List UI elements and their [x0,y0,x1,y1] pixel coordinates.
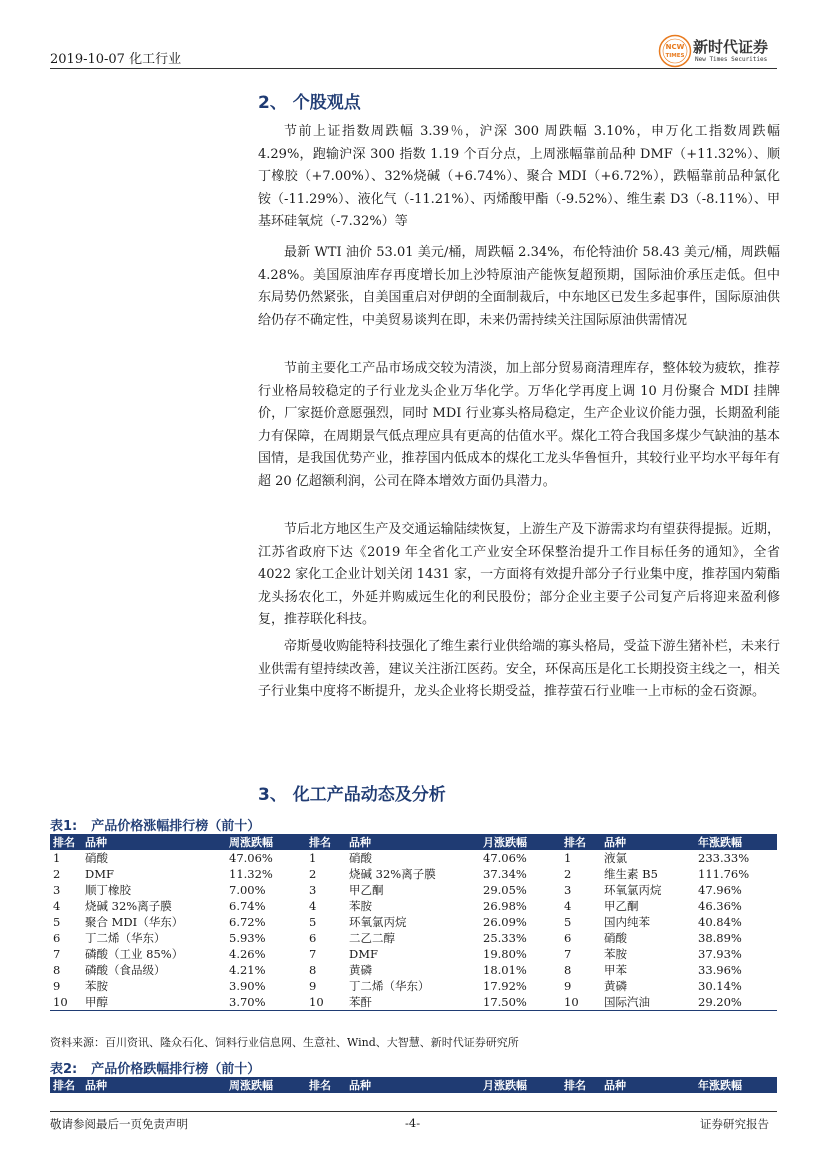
table-header-cell: 周涨跌幅 [226,834,306,850]
section-3-title: 3、 化工产品动态及分析 [258,785,446,805]
table-row [50,962,777,978]
header-divider [50,68,777,69]
table-cell: 7.00% [229,883,266,897]
table-header-cell: 品种 [601,1077,695,1093]
table-cell: 二乙二醇 [349,931,395,945]
table-header-cell: 品种 [82,834,226,850]
table-cell: 4 [53,899,61,913]
table-header-cell: 年涨跌幅 [695,1077,777,1093]
table-cell: 黄磷 [604,979,627,993]
table-cell: 4 [564,899,572,913]
table-row [50,946,777,962]
table-header-cell: 排名 [50,834,82,850]
table-cell: 6.74% [229,899,266,913]
price-rise-ranking-table [50,834,777,1011]
table-row [50,882,777,898]
footer-page-number: -4- [405,1116,421,1130]
footer-report-type: 证券研究报告 [700,1117,769,1131]
table-cell: 5.93% [229,931,266,945]
table-cell: 40.84% [698,915,742,929]
table-cell: 37.34% [483,867,527,881]
table-cell: 7 [564,947,572,961]
table-cell: 国际汽油 [601,994,695,1011]
table-1-source-note: 资料来源：百川资讯、隆众石化、饲料行业信息网、生意社、Wind、大智慧、新时代证券研究所 [50,1036,519,1049]
table-header-cell: 品种 [346,1077,480,1093]
table-cell: 9 [53,979,61,993]
table-cell: 4 [309,899,317,913]
table-cell: 3 [564,883,572,897]
table-1-title: 产品价格涨幅排行榜（前十） [91,819,261,834]
table-2-caption [50,1058,274,1077]
table-cell: 19.80% [483,947,527,961]
table-cell: 5 [309,915,317,929]
company-logo [658,34,782,68]
table-cell: 2 [53,867,61,881]
paragraph-post-holiday: 节后北方地区生产及交通运输陆续恢复，上游生产及下游需求均有望获得提振。近期，江苏省政府下达《2019 年全省化工产业安全环保整治提升工作目标任务的通知》，全省 4022 家化工企业计划关闭 1431 家，一方面将有效提升部分子行业集中度，推荐国内菊酯龙头扬农化工，外延并购威远生化的利民股份；部分企业主要子公司复产后将迎来盈利修复，推荐联化科技。 [258,522,780,627]
table-cell: 10 [561,994,601,1011]
table-cell: 1 [564,851,572,865]
table-cell: 8 [564,963,572,977]
paragraph-chemical-market: 节前主要化工产品市场成交较为清淡，加上部分贸易商清理库存，整体较为疲软，推荐行业格局较稳定的子行业龙头企业万华化学。万华化学再度上调 10 月份聚合 MDI 挂牌价，厂家挺价意愿强烈，同时 MDI 行业寡头格局稳定，生产企业议价能力强，长期盈利能力有保障，在周期景气低点理应具有更高的估值水平。煤化工符合我国多煤少气缺油的基本国情，是我国优势产业，推荐国内低成本的煤化工龙头华鲁恒升，其较行业平均水平每年有超 20 亿超额利润，公司在降本增效方面仍具潜力。 [258,361,780,489]
table-cell: 29.20% [695,994,777,1011]
table-cell: 233.33% [698,851,750,865]
table-cell: 25.33% [483,931,527,945]
table-cell: 烧碱 32%离子膜 [349,867,436,881]
table-1-caption [50,815,274,834]
logo-name-cn: 新时代证券 [693,38,769,56]
table-cell: 8 [309,963,317,977]
logo-emblem-icon [658,34,692,68]
table-cell: 4.21% [229,963,266,977]
table-cell: 磷酸（工业 85%） [85,947,184,961]
table-header-cell: 年涨跌幅 [695,834,777,850]
table-header-cell: 排名 [561,834,601,850]
table-1-label: 表1: [50,819,78,834]
table-cell: 29.05% [483,883,527,897]
table-cell: 烧碱 32%离子膜 [85,899,172,913]
table-cell: 甲醇 [82,994,226,1011]
table-cell: 37.93% [698,947,742,961]
table-header-cell: 品种 [346,834,480,850]
table-cell: 3.90% [229,979,266,993]
table-cell: DMF [85,867,114,881]
table-cell: 47.06% [483,851,527,865]
table-row [50,930,777,946]
table-header-row [50,1077,777,1093]
paragraph-market-summary: 节前上证指数周跌幅 3.39％，沪深 300 周跌幅 3.10%，申万化工指数周跌幅 4.29%，跑输沪深 300 指数 1.19 个百分点，上周涨幅靠前品种 DMF（+11.32%）、顺丁橡胶（+7.00%）、32%烧碱（+6.74%）、聚合 MDI（+6.72%），跌幅靠前品种氯化铵（-11.29%）、液化气（-11.21%）、丙烯酸甲酯（-9.52%）、维生素 D3（-8.11%）、甲基环硅氧烷（-7.32%）等 [258,124,780,229]
table-cell: 7 [53,947,61,961]
table-cell: 甲乙酮 [349,883,384,897]
table-cell: 黄磷 [349,963,372,977]
table-cell: 硝酸 [604,931,627,945]
table-cell: 5 [564,915,572,929]
table-cell: 46.36% [698,899,742,913]
table-cell: 甲苯 [604,963,627,977]
table-cell: 丁二烯（华东） [349,979,430,993]
table-cell: 4.26% [229,947,266,961]
table-cell: 国内纯苯 [604,915,650,929]
table-cell: 3 [309,883,317,897]
table-row [50,914,777,930]
table-cell: 9 [564,979,572,993]
table-2-title: 产品价格跌幅排行榜（前十） [91,1062,261,1077]
table-cell: 磷酸（食品级） [85,963,166,977]
table-cell: 26.09% [483,915,527,929]
table-cell: 17.50% [480,994,561,1011]
table-cell: DMF [349,947,378,961]
table-header-cell: 排名 [561,1077,601,1093]
table-cell: 7 [309,947,317,961]
table-header-cell: 排名 [306,1077,346,1093]
table-cell: 硝酸 [85,851,108,865]
table-header-cell: 排名 [306,834,346,850]
table-header-cell: 品种 [82,1077,226,1093]
table-cell: 6 [53,931,61,945]
table-header-cell: 周涨跌幅 [226,1077,306,1093]
table-cell: 苯胺 [349,899,372,913]
table-cell: 3.70% [226,994,306,1011]
table-cell: 9 [309,979,317,993]
section-2-title: 2、 个股观点 [258,93,361,113]
table-cell: 6 [309,931,317,945]
table-cell: 5 [53,915,61,929]
table-cell: 苯胺 [85,979,108,993]
table-cell: 17.92% [483,979,527,993]
table-cell: 38.89% [698,931,742,945]
table-cell: 10 [306,994,346,1011]
table-cell: 6 [564,931,572,945]
table-row [50,994,777,1011]
table-cell: 维生素 B5 [604,867,658,881]
table-cell: 47.96% [698,883,742,897]
table-cell: 环氧氯丙烷 [604,883,662,897]
table-cell: 18.01% [483,963,527,977]
logo-badge-line-1: NCW [665,43,685,51]
table-row [50,978,777,994]
table-cell: 6.72% [229,915,266,929]
table-cell: 47.06% [229,851,273,865]
table-header-cell: 排名 [50,1077,82,1093]
table-cell: 苯胺 [604,947,627,961]
table-cell: 26.98% [483,899,527,913]
table-cell: 2 [564,867,572,881]
price-fall-ranking-table [50,1077,777,1093]
table-cell: 1 [309,851,317,865]
table-cell: 环氧氯丙烷 [349,915,407,929]
table-header-cell: 品种 [601,834,695,850]
table-cell: 顺丁橡胶 [85,883,131,897]
table-cell: 11.32% [229,867,273,881]
paragraph-vitamin-industry: 帝斯曼收购能特科技强化了维生素行业供给端的寡头格局，受益下游生猪补栏，未来行业供需有望持续改善，建议关注浙江医药。安全，环保高压是化工长期投资主线之一，相关子行业集中度将不断提升，龙头企业将长期受益，推荐萤石行业唯一上市标的金石资源。 [258,639,780,699]
table-row [50,898,777,914]
table-header-cell: 月涨跌幅 [480,1077,561,1093]
table-cell: 1 [53,851,61,865]
footer-divider [50,1111,777,1112]
table-cell: 苯酐 [346,994,480,1011]
table-cell: 10 [50,994,82,1011]
logo-name-en: New Times Securities [695,56,768,63]
table-cell: 3 [53,883,61,897]
table-header-row [50,834,777,850]
table-cell: 2 [309,867,317,881]
table-cell: 丁二烯（华东） [85,931,166,945]
table-cell: 聚合 MDI（华东） [85,915,184,929]
table-cell: 甲乙酮 [604,899,639,913]
table-cell: 111.76% [698,867,750,881]
table-2-label: 表2: [50,1062,78,1077]
header-date-industry: 2019-10-07 化工行业 [50,52,182,67]
table-cell: 硝酸 [349,851,372,865]
footer-disclaimer: 敬请参阅最后一页免责声明 [50,1117,188,1131]
table-cell: 33.96% [698,963,742,977]
logo-badge-line-2: TIMES [665,53,685,59]
table-cell: 30.14% [698,979,742,993]
table-cell: 8 [53,963,61,977]
table-row [50,866,777,882]
table-row [50,850,777,866]
paragraph-oil-price: 最新 WTI 油价 53.01 美元/桶，周跌幅 2.34%，布伦特油价 58.43 美元/桶，周跌幅 4.28%。美国原油库存再度增长加上沙特原油产能恢复超预期，国际油价承压走低。但中东局势仍然紧张，自美国重启对伊朗的全面制裁后，中东地区已发生多起事件，国际原油供给仍存不确定性，中美贸易谈判在即，未来仍需持续关注国际原油供需情况 [258,245,780,328]
table-header-cell: 月涨跌幅 [480,834,561,850]
table-cell: 液氯 [604,851,627,865]
